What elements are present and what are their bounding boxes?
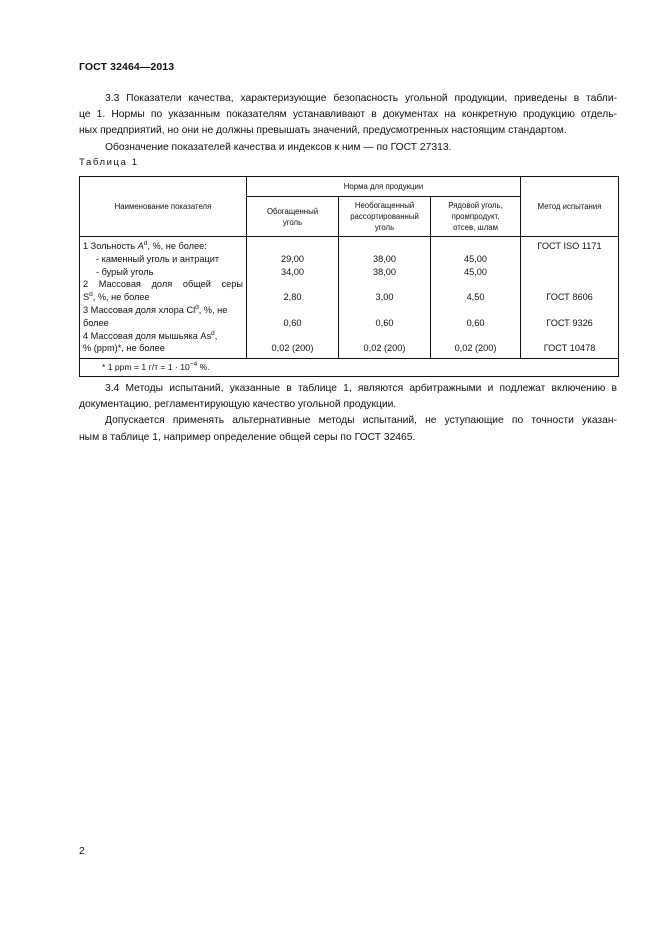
paragraph-3-4 [79,381,617,446]
table-cell [342,330,427,343]
table-cell: 38,00 [373,266,396,277]
table-row: 3 Массовая доля хлора Cl$^d$, %, не [83,303,228,315]
paragraph-line: Обозначение показателей качества и индексов к ним — по ГОСТ 27313. [105,141,452,153]
header-text: отсев, шлам [453,223,498,232]
table-cell: ГОСТ ISO 1171 [537,241,602,251]
table-caption: Таблица 1 [79,157,139,168]
table-row: - каменный уголь и антрацит [96,253,220,264]
table-cell: 0,02 (200) [454,343,497,354]
table-cell [524,266,615,279]
column-enriched [247,237,339,359]
table-cell [342,240,427,253]
header-text: Необогащенный [354,201,415,210]
table-row: 4 Массовая доля мышьяка As$^d$, [83,329,218,341]
header-text: Рядовой уголь, [448,201,503,210]
table-cell [342,278,427,291]
table-cell [434,304,517,317]
header-text: уголь [374,223,395,232]
paragraph-line: 3.4 Методы испытаний, указанные в таблице 1, являются арбитражными и подлежат включению в [105,383,617,394]
table-cell: 0,02 (200) [363,343,406,354]
table-cell [524,304,615,317]
column-unenriched [339,237,431,359]
table-cell [250,304,335,317]
table-cell: 2,80 [283,292,302,303]
table-cell [524,278,615,291]
document-header: ГОСТ 32464—2013 [79,61,175,73]
header-name: Наименование показателя [80,177,247,237]
table-row: % (ppm)*, не более [83,343,165,354]
table-cell [524,330,615,343]
column-indicator-names [80,237,247,359]
table-row: 2 Массовая доля общей серы [83,279,243,290]
table-cell: 0,60 [375,317,394,328]
header-enriched [247,197,339,237]
quality-table [79,176,619,377]
column-ordinary [431,237,521,359]
header-text: уголь [282,217,303,227]
table-cell: 4,50 [466,292,485,303]
table-cell: 29,00 [281,253,304,264]
table-cell [434,330,517,343]
table-cell [524,253,615,266]
paragraph-line: документацию, регламентирующую качество угольной продукции. [79,399,397,411]
paragraph-line: Допускается применять альтернативные методы испытаний, не уступающие по точности указан- [105,415,617,427]
table-footnote: * 1 ppm = 1 $г/т = 1 \cdot 10^{-4}$ %. [80,359,619,377]
table-cell: 0,60 [466,317,485,328]
header-ordinary [431,197,521,237]
header-method: Метод испытания [521,177,619,237]
header-unenriched [339,197,431,237]
table-cell [250,278,335,291]
table-cell: 0,60 [283,317,302,328]
table-row: 1 Зольность $A^d$, %, не более: [83,240,207,251]
paragraph-line: ных предприятий, но они не должны превышать значений, предусмотренных настоящим стандартом. [79,125,567,137]
table-cell: 45,00 [464,253,488,264]
paragraph-line: це 1. Нормы по указанным показателям устанавливают в документах на конкретную продукцию отдель- [79,109,617,121]
table-cell [434,278,517,291]
header-norm-group: Норма для продукции [247,177,521,197]
table-cell: ГОСТ 10478 [543,343,596,354]
table-cell: 45,00 [464,266,488,277]
paragraph-line: 3.3 Показатели качества, характеризующие безопасность угольной продукции, приведены в табли- [105,93,617,104]
table-cell: 38,00 [373,253,396,264]
table-cell: 0,02 (200) [271,343,314,354]
header-text: рассортированный [350,212,419,221]
table-cell: ГОСТ 8606 [546,292,593,303]
table-row: - бурый уголь [96,266,154,277]
table-cell [342,304,427,317]
table-cell: 34,00 [281,266,304,277]
header-text: промпродукт, [451,212,500,221]
column-method [521,237,619,359]
table-cell: ГОСТ 9326 [546,317,593,328]
table-cell [434,240,517,253]
table-cell [250,330,335,343]
page-number: 2 [79,845,85,857]
table-cell [250,240,335,253]
table-cell: 3,00 [375,292,394,303]
paragraph-3-3 [79,91,617,156]
header-text: Обогащенный [266,206,319,216]
table-row: $S^d$, %, не более [83,291,150,303]
paragraph-line: ным в таблице 1, например определение общей серы по ГОСТ 32465. [79,431,416,443]
table-row: более [83,317,109,328]
